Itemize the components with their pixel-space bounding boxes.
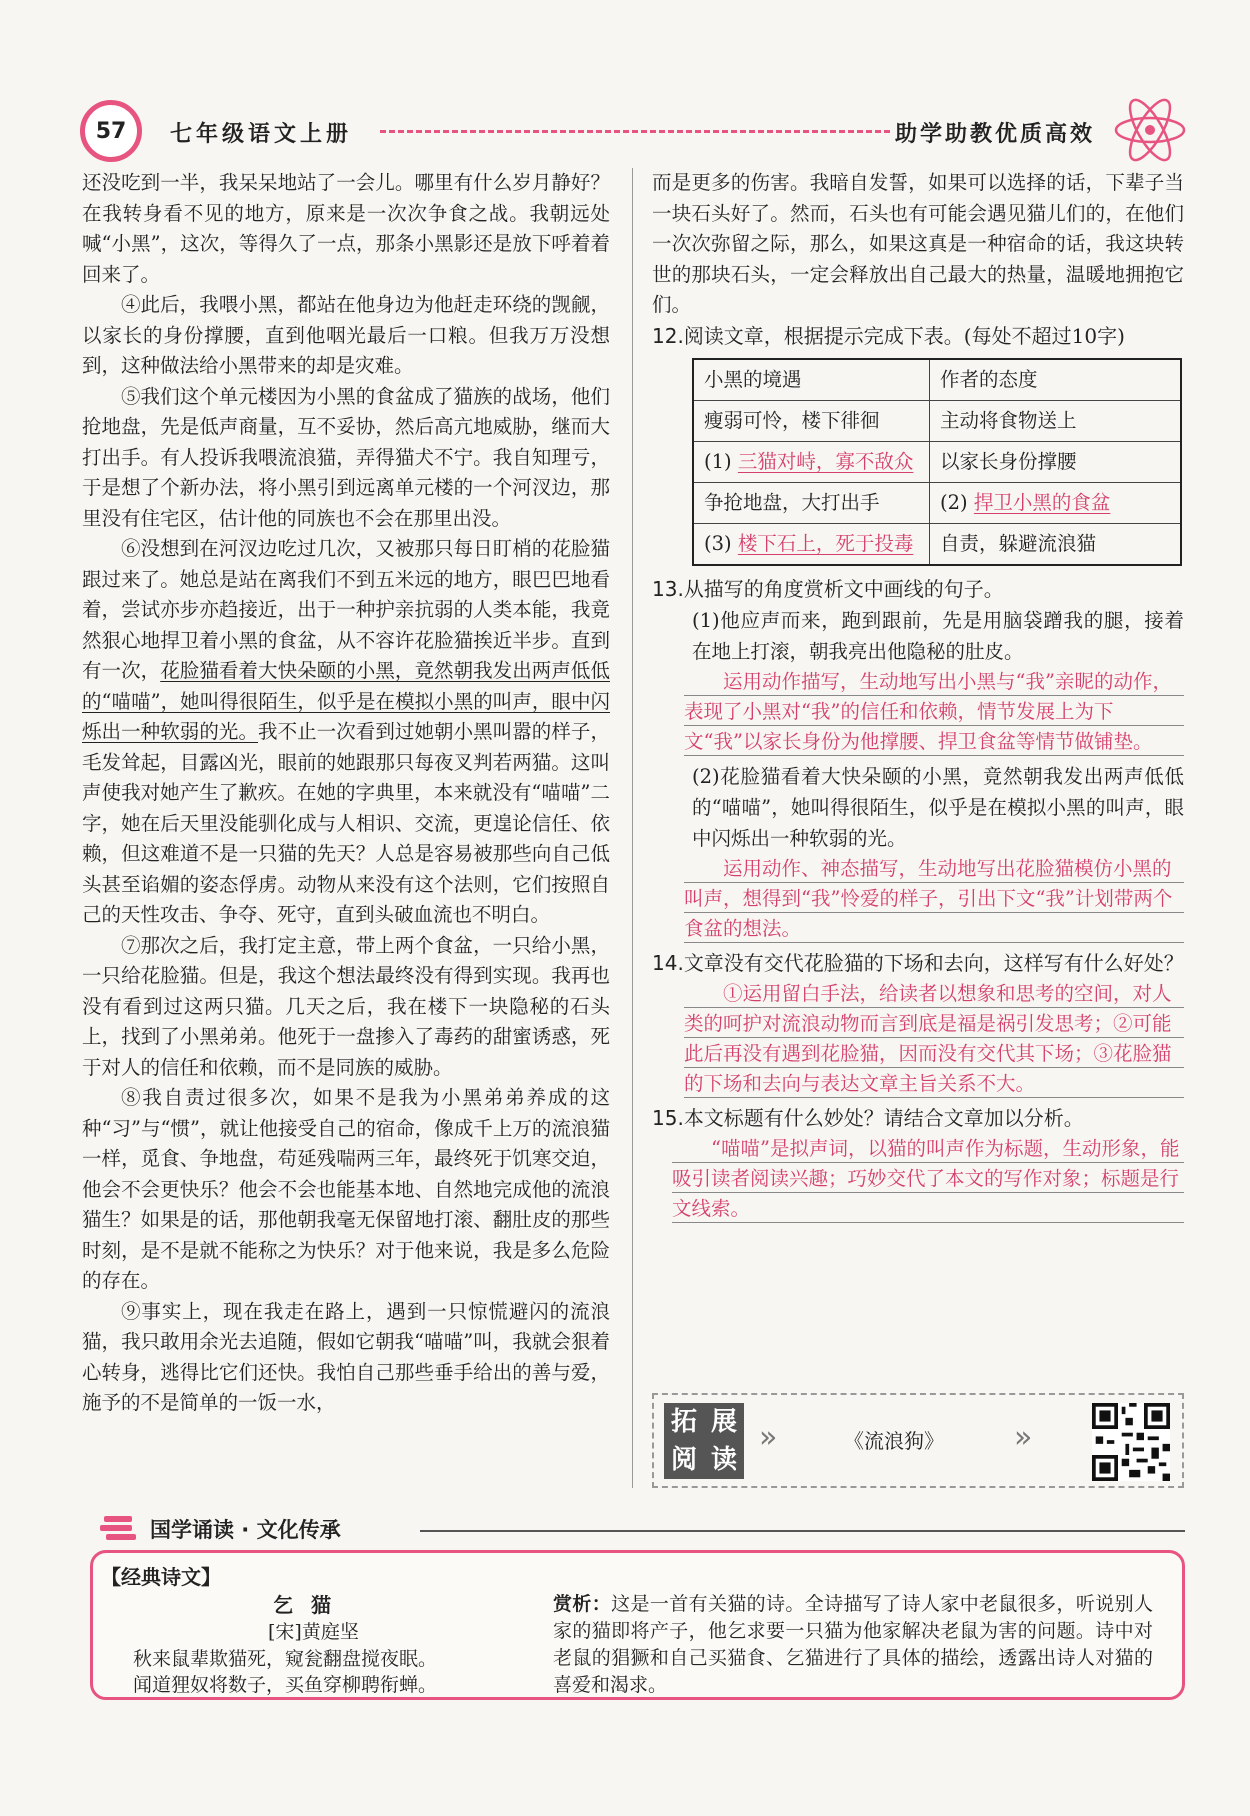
question-14: [652, 948, 1184, 979]
appreciation-text: 这是一首有关猫的诗。全诗描写了诗人家中老鼠很多，听说别人家的猫即将产子，他乞求要一只猫为他家解决老鼠为害的问题。诗中对老鼠的猖獗和自己买猫食、乞猫进行了具体的描绘，透露出诗人对猫的喜爱和渴求。: [553, 1593, 1153, 1696]
passage-paragraph: 还没吃到一半，我呆呆地站了一会儿。哪里有什么岁月静好？在我转身看不见的地方，原来是一次次争食之战。我朝远处喊“小黑”，这次，等得久了一点，那条小黑影还是放下呼着着回来了。: [82, 171, 610, 286]
question-13: [652, 574, 1184, 605]
answer-text: “喵喵”是拟声词，以猫的叫声作为标题，生动形象，能吸引读者阅读兴趣；巧妙交代了本文的写作对象；标题是行文线索。: [672, 1134, 1184, 1224]
table-cell: [693, 441, 930, 482]
answer-table: [692, 358, 1182, 566]
poem-box: [90, 1550, 1185, 1700]
sub-question: (1)他应声而来，跑到跟前，先是用脑袋蹭我的腿，接着在地上打滚，朝我亮出他隐秘的肚皮。: [692, 608, 1184, 663]
blank-label: (1): [704, 449, 732, 473]
passage-paragraph: ⑤我们这个单元楼因为小黑的食盆成了猫族的战场，他们抢地盘，先是低声商量，互不妥协，然后高亢地威胁，继而大打出手。有人投诉我喂流浪猫，弄得猫犬不宁。我自知理亏，于是想了个新办法，将小黑引到远离单元楼的一个河汊边，那里没有住宅区，估计他的同族也不会在那里出没。: [82, 384, 610, 530]
questions-column: [652, 168, 1184, 1475]
table-cell: 主动将食物送上: [930, 400, 1182, 441]
passage-paragraph: [82, 534, 610, 931]
header-divider: [380, 130, 890, 133]
section-title: 国学诵读 · 文化传承: [150, 1518, 341, 1542]
page-number: 57: [80, 100, 142, 162]
table-cell: 以家长身份撑腰: [930, 441, 1182, 482]
passage-paragraph: ⑧我自责过很多次，如果不是我为小黑弟弟养成的这种“习”与“惯”，就让他接受自己的宿命，像成千上万的流浪猫一样，觅食、争地盘，苟延残喘两三年，最终死于饥寒交迫，他会不会更快乐？他会不会也能基本地、自然地完成他的流浪猫生？如果是的话，那他朝我毫无保留地打滚、翻肚皮的那些时刻，是不是就不能称之为快乐？对于他来说，我是多么危险的存在。: [82, 1086, 610, 1292]
badge-char: 展: [710, 1407, 737, 1437]
badge-char: 读: [710, 1445, 737, 1475]
poem-line: 闻道狸奴将数子，买鱼穿柳聘衔蝉。: [133, 1674, 438, 1696]
answer-text: 运用动作、神态描写，生动地写出花脸猫模仿小黑的叫声，想得到“我”怜爱的样子，引出下文“我”计划带两个食盆的想法。: [684, 854, 1184, 944]
header-slogan: 助学助教优质高效: [894, 121, 1095, 147]
question-text: 本文标题有什么妙处？请结合文章加以分析。: [683, 1105, 1084, 1130]
extended-reading-title[interactable]: 《流浪狗》: [844, 1429, 944, 1453]
paragraph-text: 我不止一次看到过她朝小黑叫嚣的样子，毛发耸起，目露凶光，眼前的她跟那只每夜叉判若两猫。这叫声使我对她产生了歉疚。在她的字典里，本来就没有“喵喵”二字，她在后天里没能驯化成与人相识、交流，更遑论信任、依赖，但这难道不是一只猫的先天？人总是容易被那些向自己低头甚至谄媚的姿态俘虏。动物从来没有这个法则，它们按照自己的天性攻击、争夺、死守，直到头破血流也不明白。: [82, 720, 610, 926]
question-number: 13.: [652, 576, 684, 601]
table-cell: [693, 523, 930, 565]
question-text: 阅读文章，根据提示完成下表。(每处不超过10字): [683, 323, 1125, 348]
extended-reading[interactable]: [652, 1393, 1184, 1488]
blank-label: (2): [940, 490, 968, 514]
passage-paragraph: ⑦那次之后，我打定主意，带上两个食盆，一只给小黑，一只给花脸猫。但是，我这个想法最终没有得到实现。我再也没有看到过这两只猫。几天之后，我在楼下一块隐秘的石头上，找到了小黑弟弟。他死于一盘掺入了毒药的甜蜜诱惑，死于对人的信任和依赖，而不是同族的威胁。: [82, 933, 610, 1079]
poem-appreciation: [553, 1591, 1153, 1699]
answer-text: 楼下石上，死于投毒: [737, 531, 914, 555]
reading-passage: [82, 168, 610, 1419]
question-number: 15.: [652, 1105, 684, 1130]
qr-code-icon[interactable]: [1092, 1403, 1170, 1481]
atom-flower-icon: [1110, 95, 1190, 165]
question-number: 12.: [652, 323, 684, 348]
table-header: 作者的态度: [930, 359, 1182, 401]
section-divider: [420, 1530, 1185, 1532]
passage-paragraph: ④此后，我喂小黑，都站在他身边为他赶走环绕的觊觎，以家长的身份撑腰，直到他咽光最后一口粮。但我万万没想到，这种做法给小黑带来的却是灾难。: [82, 293, 610, 377]
culture-section: [90, 1510, 1185, 1710]
underlined-sentence: 花脸猫看着大快朵颐的小黑，竟然朝我发出两声低低的“喵喵”，她叫得很陌生，似乎是在模拟小黑的叫声，眼中闪烁出一种软弱的光。: [82, 659, 610, 743]
answer-text: 捍卫小黑的食盆: [973, 490, 1111, 514]
question-15: [652, 1103, 1184, 1134]
question-number: 14.: [652, 950, 684, 975]
chevron-right-icon: »: [1014, 1420, 1033, 1455]
table-cell: 瘦弱可怜，楼下徘徊: [693, 400, 930, 441]
table-cell: [930, 482, 1182, 523]
blank-label: (3): [704, 531, 732, 555]
poem-label: 【经典诗文】: [101, 1565, 221, 1589]
poem-line: 秋来鼠辈欺猫死，窥瓮翻盘搅夜眠。: [133, 1648, 438, 1670]
question-12: [652, 321, 1184, 352]
passage-paragraph: 而是更多的伤害。我暗自发誓，如果可以选择的话，下辈子当一块石头好了。然而，石头也有可能会遇见猫儿们的，在他们一次次弥留之际，那么，如果这真是一种宿命的话，我这块转世的那块石头，一定会释放出自己最大的热量，温暖地拥抱它们。: [652, 171, 1184, 316]
poem-author: [宋]黄庭坚: [268, 1621, 359, 1643]
poem-title: 乞猫: [273, 1593, 349, 1617]
badge-char: 阅: [670, 1445, 697, 1475]
book-title: 七年级语文上册: [170, 121, 353, 147]
column-divider: [632, 168, 633, 1488]
sub-question: (2)花脸猫看着大快朵颐的小黑，竟然朝我发出两声低低的“喵喵”，她叫得很陌生，似乎是在模拟小黑的叫声，眼中闪烁出一种软弱的光。: [692, 764, 1184, 850]
answer-text: 运用动作描写，生动地写出小黑与“我”亲昵的动作，表现了小黑对“我”的信任和依赖，情节发展上为下文“我”以家长身份为他撑腰、捍卫食盆等情节做铺垫。: [684, 667, 1184, 757]
paragraph-text: ⑥没想到在河汊边吃过几次，又被那只每日盯梢的花脸猫跟过来了。她总是站在离我们不到五米远的地方，眼巴巴地看着，尝试亦步亦趋接近，出于一种护亲抗弱的人类本能，我竟然狠心地捍卫着小黑的食盆，从不容许花脸猫挨近半步。直到有一次，: [82, 537, 610, 682]
stacked-books-icon: [100, 1514, 138, 1542]
passage-paragraph: ⑨事实上，现在我走在路上，遇到一只惊慌避闪的流浪猫，我只敢用余光去追随，假如它朝我“喵喵”叫，我就会狠着心转身，逃得比它们还快。我怕自己那些垂手给出的善与爱，施予的不是简单的一饭一水，: [82, 1299, 610, 1414]
page-header: [80, 95, 1190, 165]
answer-text: 三猫对峙，寡不敌众: [737, 449, 914, 473]
question-text: 文章没有交代花脸猫的下场和去向，这样写有什么好处？: [683, 950, 1184, 975]
table-cell: 争抢地盘，大打出手: [693, 482, 930, 523]
extended-reading-badge: [664, 1403, 744, 1479]
answer-text: ①运用留白手法，给读者以想象和思考的空间，对人类的呵护对流浪动物而言到底是福是祸引发思考；②可能此后再没有遇到花脸猫，因而没有交代其下场；③花脸猫的下场和去向与表达文章主旨关系不大。: [684, 979, 1184, 1099]
question-text: 从描写的角度赏析文中画线的句子。: [683, 576, 1004, 601]
badge-char: 拓: [670, 1407, 697, 1437]
table-header: 小黑的境遇: [693, 359, 930, 401]
appreciation-label: 赏析：: [553, 1593, 612, 1615]
table-cell: 自责，躲避流浪猫: [930, 523, 1182, 565]
chevron-right-icon: »: [759, 1420, 778, 1455]
